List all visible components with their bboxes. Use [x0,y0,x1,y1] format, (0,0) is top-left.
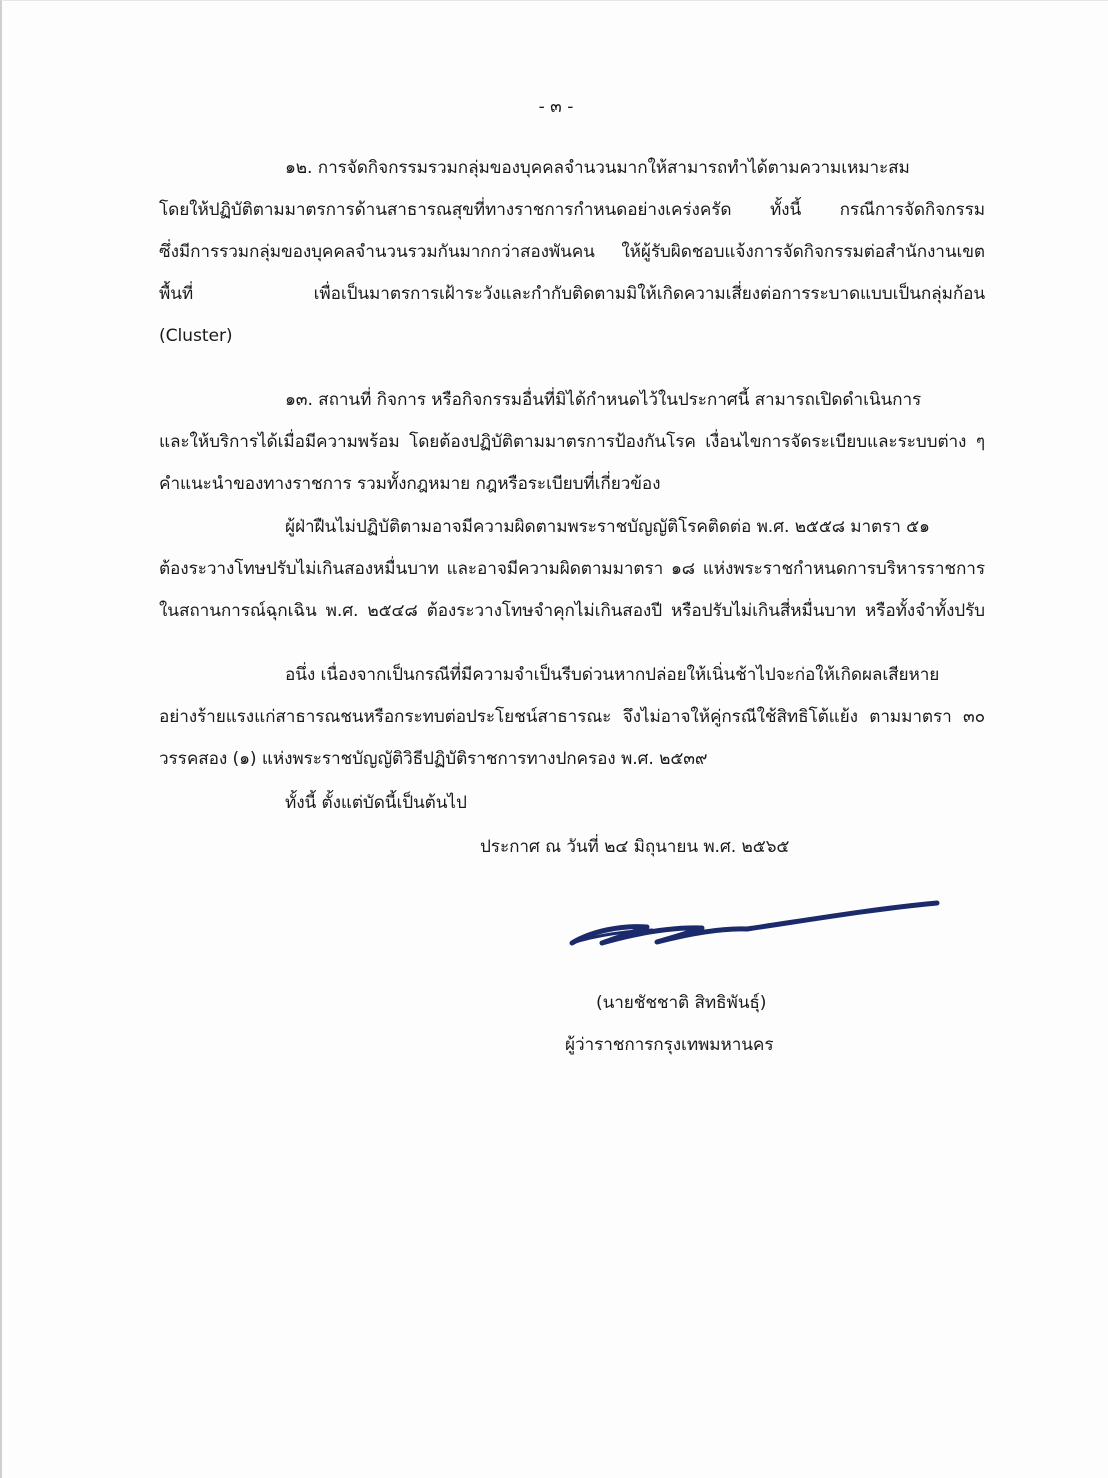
announcement-date: ประกาศ ณ วันที่ ๒๔ มิถุนายน พ.ศ. ๒๕๖๕ [480,837,790,857]
signatory-title: ผู้ว่าราชการกรุงเทพมหานคร [565,1035,774,1055]
page-number: - ๓ - [538,97,574,117]
item-12-line-5: (Cluster) [159,326,233,346]
effective-clause: ทั้งนี้ ตั้งแต่บัดนี้เป็นต้นไป [285,793,467,813]
urgency-line-3: วรรคสอง (๑) แห่งพระราชบัญญัติวิธีปฏิบัติราชการทางปกครอง พ.ศ. ๒๕๓๙ [159,749,708,769]
penalty-line-2: ต้องระวางโทษปรับไม่เกินสองหมื่นบาท และอาจมีความผิดตามมาตรา ๑๘ แห่งพระราชกำหนดการบริหารราชการ [159,559,985,579]
item-12-line-2: โดยให้ปฏิบัติตามมาตรการด้านสาธารณสุขที่ทางราชการกำหนดอย่างเคร่งครัด ทั้งนี้ กรณีการจัดกิจกรรม [159,200,985,220]
item-13-line-3: คำแนะนำของทางราชการ รวมทั้งกฎหมาย กฎหรือระเบียบที่เกี่ยวข้อง [159,474,661,494]
signature-mark [552,881,952,961]
penalty-line-1: ผู้ฝ่าฝืนไม่ปฏิบัติตามอาจมีความผิดตามพระราชบัญญัติโรคติดต่อ พ.ศ. ๒๕๕๘ มาตรา ๕๑ [285,517,930,537]
urgency-line-2: อย่างร้ายแรงแก่สาธารณชนหรือกระทบต่อประโยชน์สาธารณะ จึงไม่อาจให้คู่กรณีใช้สิทธิโต้แย้ง ตามมาตรา ๓๐ [159,707,985,727]
item-13-line-2: และให้บริการได้เมื่อมีความพร้อม โดยต้องปฏิบัติตามมาตรการป้องกันโรค เงื่อนไขการจัดระเบียบและระบบต่าง ๆ [159,432,985,452]
penalty-line-3: ในสถานการณ์ฉุกเฉิน พ.ศ. ๒๕๔๘ ต้องระวางโทษจำคุกไม่เกินสองปี หรือปรับไม่เกินสี่หมื่นบาท หรือทั้งจำทั้งปรับ [159,601,985,621]
item-13-line-1: ๑๓. สถานที่ กิจการ หรือกิจกรรมอื่นที่มิได้กำหนดไว้ในประกาศนี้ สามารถเปิดดำเนินการ [285,390,922,410]
signatory-name: (นายชัชชาติ สิทธิพันธุ์) [596,993,767,1013]
item-12-line-4: พื้นที่ เพื่อเป็นมาตรการเฝ้าระวังและกำกับติดตามมิให้เกิดความเสี่ยงต่อการระบาดแบบเป็นกลุ่มก้อน [159,284,985,304]
item-12-line-1: ๑๒. การจัดกิจกรรมรวมกลุ่มของบุคคลจำนวนมากให้สามารถทำได้ตามความเหมาะสม [285,158,910,178]
item-12-line-3: ซึ่งมีการรวมกลุ่มของบุคคลจำนวนรวมกันมากกว่าสองพันคน ให้ผู้รับผิดชอบแจ้งการจัดกิจกรรมต่อสำนักงานเขต [159,242,985,262]
urgency-line-1: อนึ่ง เนื่องจากเป็นกรณีที่มีความจำเป็นรีบด่วนหากปล่อยให้เนิ่นช้าไปจะก่อให้เกิดผลเสียหาย [285,665,940,685]
